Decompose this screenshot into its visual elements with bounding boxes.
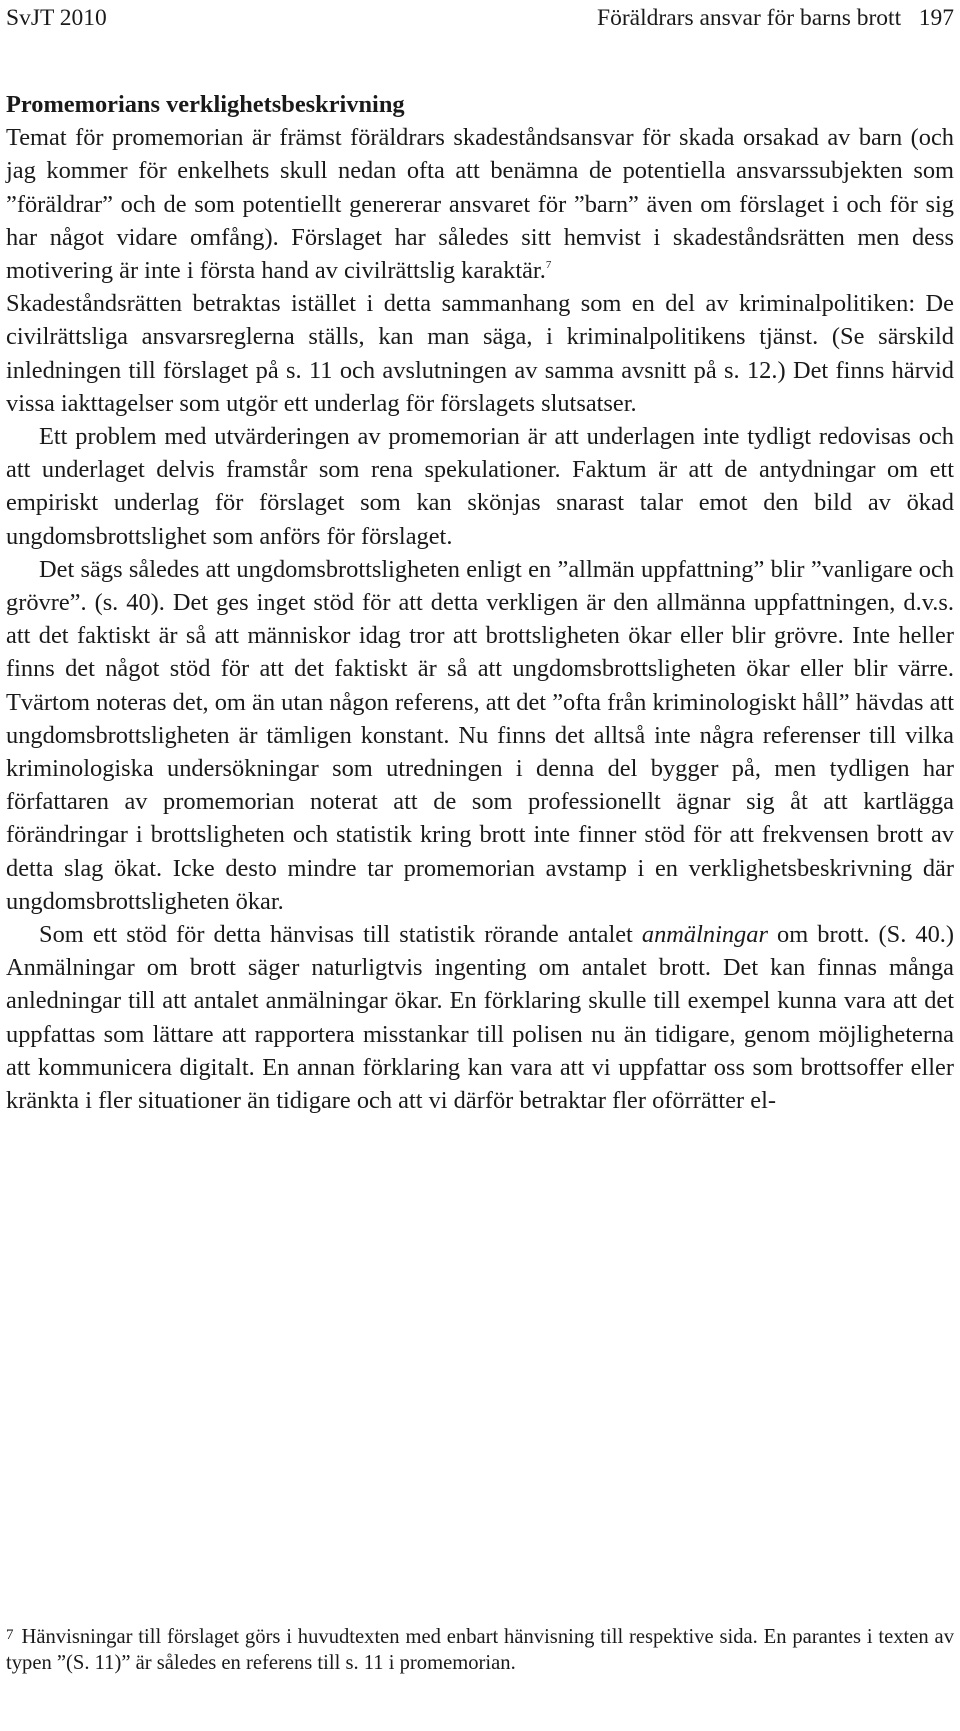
- main-text: [6, 88, 954, 1117]
- footnote-area: [6, 1622, 954, 1676]
- footnote-text: Hänvisningar till förslaget görs i huvudtexten med enbart hänvisning till respektive sida. En parantes i texten av typen ”(S. 11)” är således en referens till s. 11 i promemorian.: [6, 1626, 954, 1674]
- page-number: 197: [918, 5, 954, 31]
- running-header-right: [597, 0, 954, 36]
- paragraph-5-start: Som ett stöd för detta hänvisas till statistik rörande antalet: [39, 921, 642, 949]
- paragraph-5-rest: om brott. (S. 40.) Anmälningar om brott säger naturligtvis ingenting om antalet brott. Det kan finnas många anledningar till att antalet anmälningar ökar. En förklaring skulle till exempel kunna vara att det uppfattas som lättare att rapportera misstankar till polisen nu än tidigare, genom möjligheterna att kommunicera digitalt. En annan förklaring kan vara att vi uppfattar oss som brottsoffer eller kränkta i fler situationer än tidigare och att vi därför betraktar fler oförrätter el-: [6, 921, 954, 1115]
- page-header: [6, 0, 954, 36]
- paragraph-1-text: Temat för promemorian är främst föräldrars skadeståndsansvar för skada orsakad av barn (och jag kommer för enkelhets skull nedan ofta att benämna de potentiella ansvarssubjekten som ”föräldrar” och de som potentiellt genererar ansvaret för ”barn” även om förslaget i och för sig har något vidare omfång). Förslaget har således sitt hemvist i skadeståndsrätten men dess motivering är inte i första hand av civilrättslig karaktär.: [6, 124, 954, 285]
- paragraph-4: Det sägs således att ungdomsbrottsligheten enligt en ”allmän uppfattning” blir ”vanligare och grövre”. (s. 40). Det ges inget stöd för att detta verkligen är den allmänna uppfattningen, d.v.s. att det faktiskt är så att människor idag tror att brottsligheten ökar eller blir grövre. Inte heller finns det något stöd för att det faktiskt är så att ungdomsbrottsligheten ökar eller blir värre. Tvärtom noteras det, om än utan någon referens, att det ”ofta från kriminologiskt håll” hävdas att ungdomsbrottsligheten är tämligen konstant. Nu finns det alltså inte några referenser till vilka kriminologiska undersökningar som utredningen i denna del bygger på, men tydligen har författaren av promemorian noterat att de som professionellt ägnar sig åt att kartlägga förändringar i brottsligheten och statistik kring brott inte finner stöd för att frekvensen brott av detta slag ökat. Icke desto mindre tar promemorian avstamp i en verklighetsbeskrivning där ungdomsbrottsligheten ökar.: [6, 555, 954, 915]
- footnote-reference[interactable]: 7: [545, 259, 552, 272]
- section-heading: Promemorians verklighetsbeskrivning: [6, 91, 405, 118]
- paragraph-5: [6, 918, 954, 1117]
- emphasized-term: anmälningar: [641, 921, 768, 949]
- footnote: [6, 1622, 954, 1676]
- paragraph-3: Ett problem med utvärderingen av promemorian är att underlagen inte tydligt redovisas och att underlaget delvis framstår som rena spekulationer. Faktum är att de antydningar om ett empiriskt underlag för förslaget som kan skönjas snarast talar emot den bild av ökad ungdomsbrottslighet som anförs för förslaget.: [6, 423, 954, 550]
- running-title: Föräldrars ansvar för barns brott: [597, 5, 902, 31]
- paragraph-1: [6, 121, 954, 287]
- journal-name: SvJT 2010: [6, 5, 107, 31]
- paragraph-2: Skadeståndsrätten betraktas istället i detta sammanhang som en del av kriminalpolitiken: De civilrättsliga ansvarsreglerna ställs, kan man säga, i kriminalpolitikens tjänst. (Se särskild inledningen till förslaget på s. 11 och avslutningen av samma avsnitt på s. 12.) Det finns härvid vissa iakttagelser som utgör ett underlag för förslagets slutsatser.: [6, 290, 954, 417]
- footnote-number: 7: [6, 1627, 14, 1643]
